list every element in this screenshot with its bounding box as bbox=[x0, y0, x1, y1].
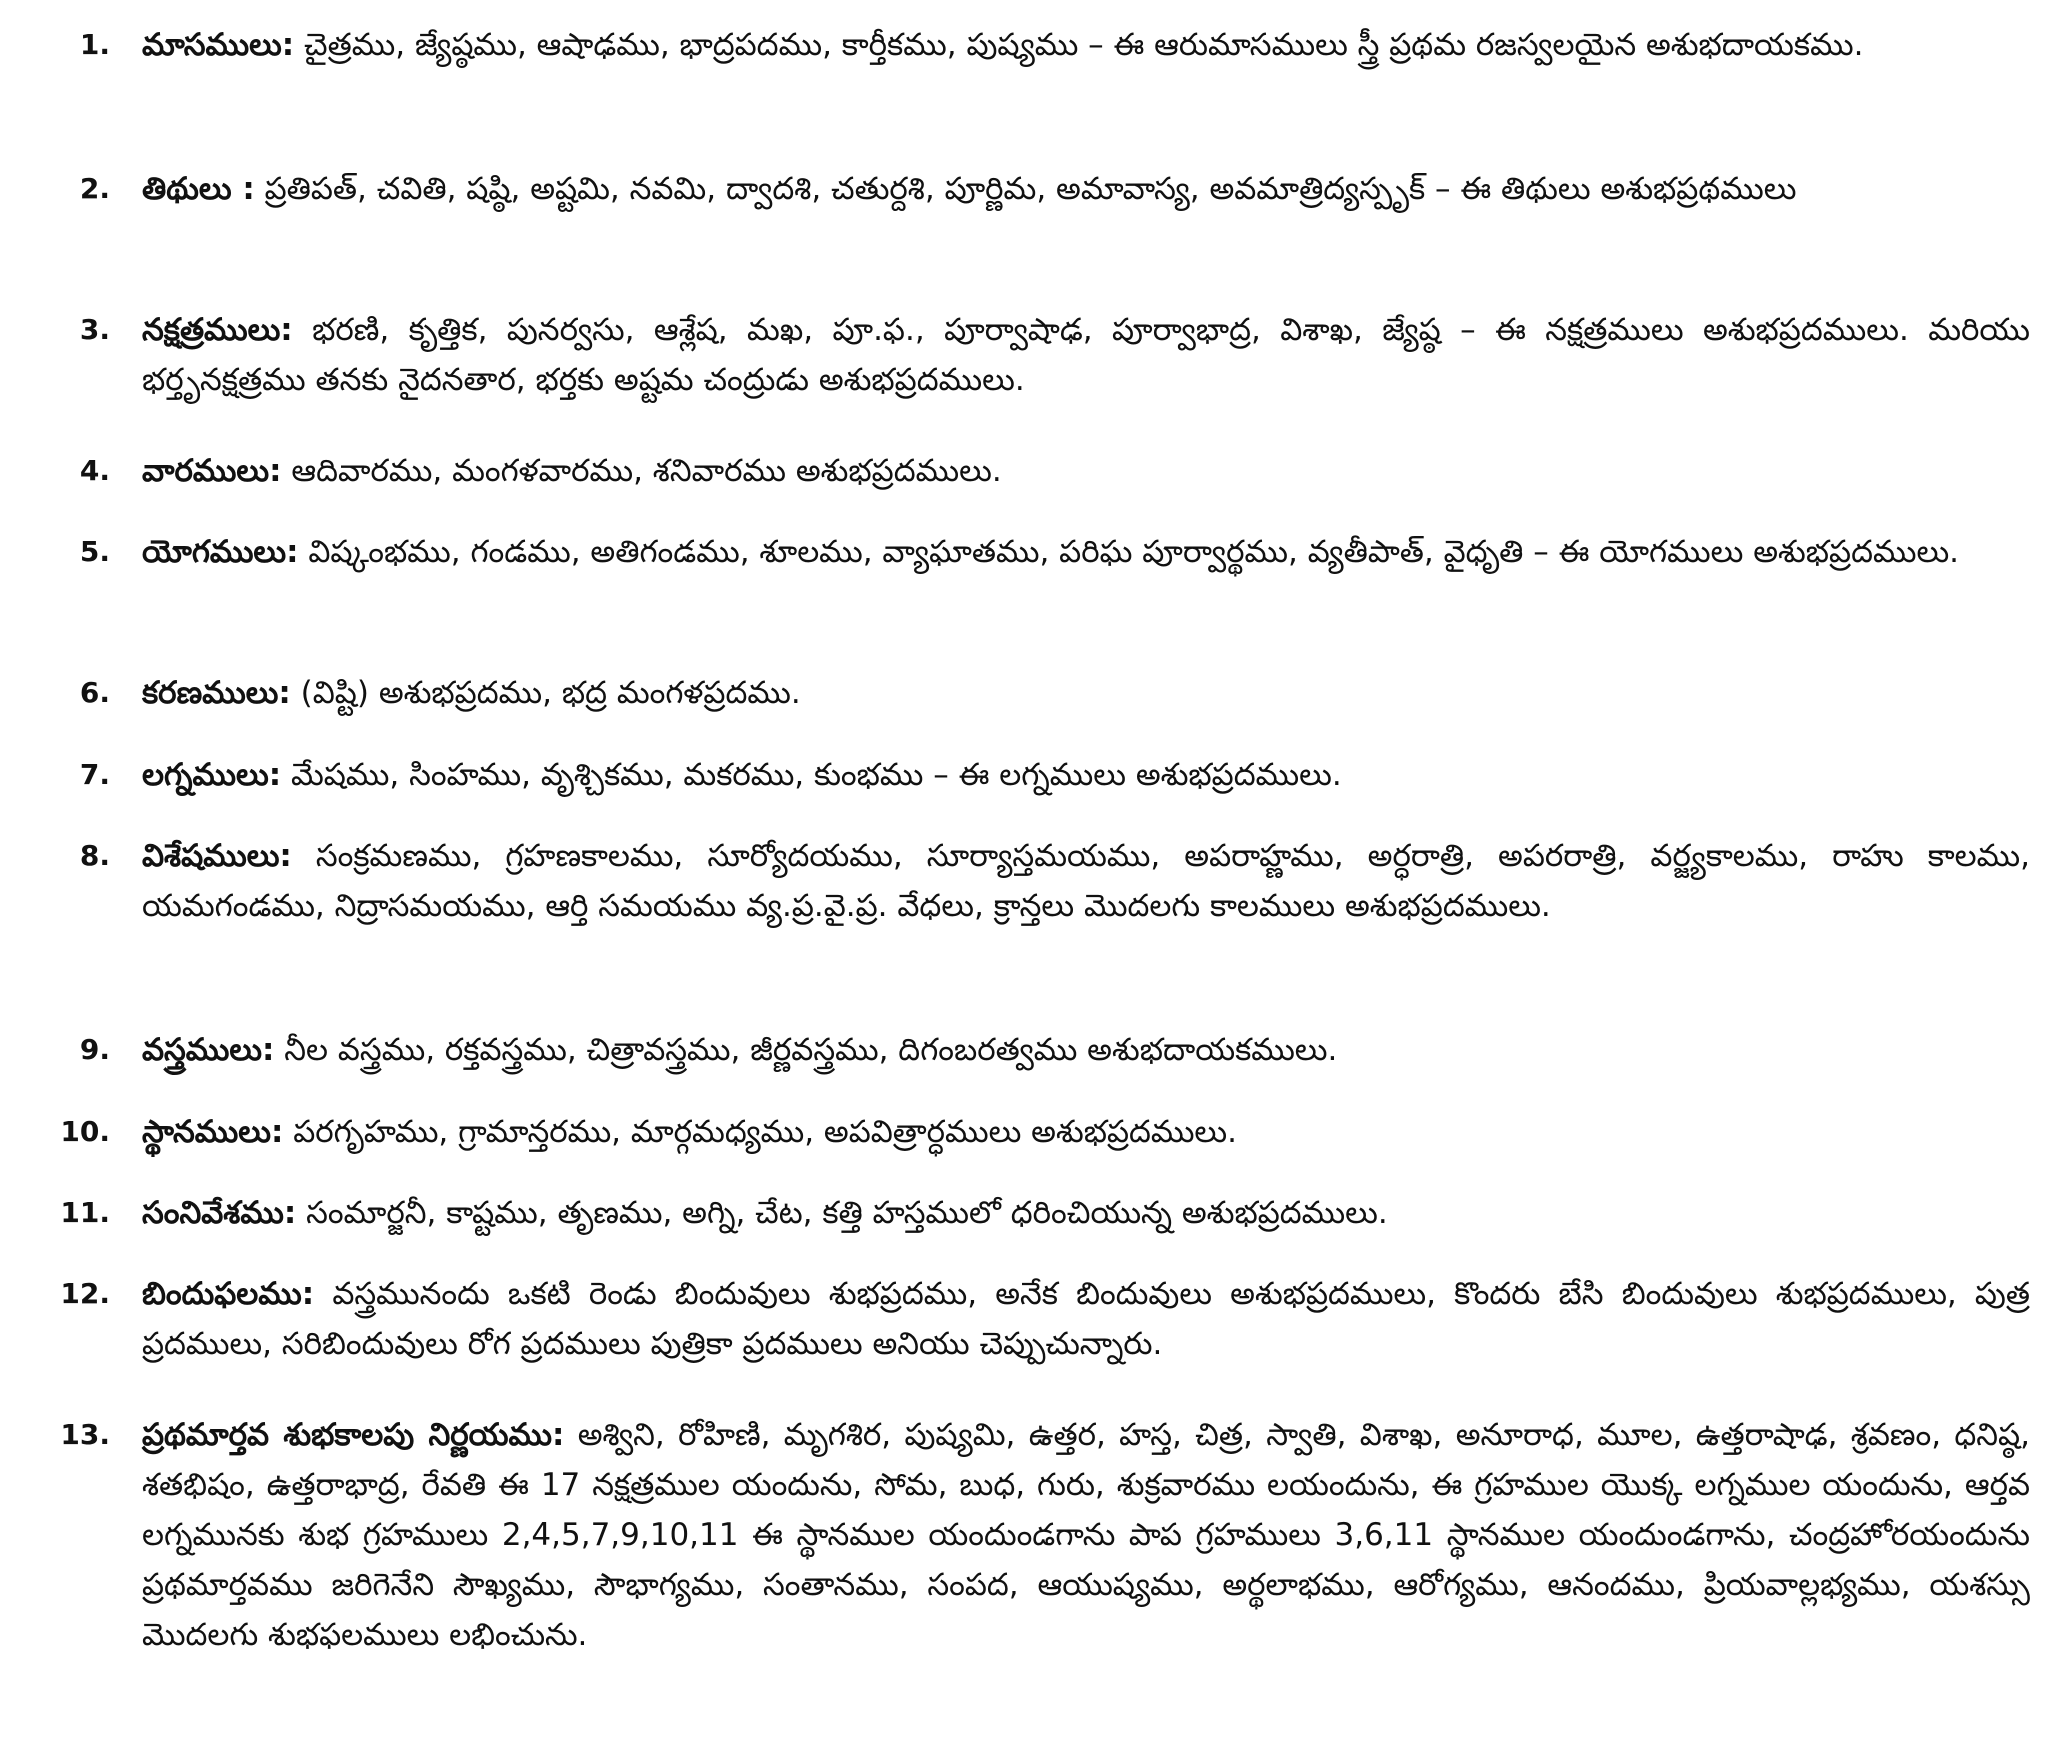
item-term: స్థానములు: bbox=[142, 1114, 284, 1150]
list-item-11 bbox=[0, 1188, 2030, 1238]
item-number: 12. bbox=[60, 1277, 110, 1310]
item-term: బిందుఫలము: bbox=[142, 1276, 315, 1312]
item-number: 11. bbox=[60, 1196, 110, 1229]
item-body bbox=[110, 1410, 2030, 1660]
list-item-10 bbox=[0, 1107, 2030, 1157]
item-body bbox=[110, 20, 2030, 70]
item-text: సంమార్జనీ, కాష్టము, తృణము, అగ్ని, చేట, కత్తి హస్తములో ధరించియున్న అశుభప్రదములు. bbox=[306, 1195, 1388, 1231]
item-number: 1. bbox=[79, 28, 110, 61]
item-body bbox=[110, 305, 2030, 405]
item-term: తిథులు : bbox=[142, 171, 255, 207]
list-item-13 bbox=[0, 1410, 2030, 1660]
item-term: ప్రథమార్తవ శుభకాలపు నిర్ణయము: bbox=[142, 1417, 565, 1453]
item-number: 10. bbox=[60, 1115, 110, 1148]
list-item-4 bbox=[0, 446, 2030, 496]
item-number: 3. bbox=[79, 313, 110, 346]
list-item-2 bbox=[0, 164, 2030, 214]
item-body bbox=[110, 831, 2030, 931]
item-body bbox=[110, 750, 2030, 800]
item-text: ప్రతిపత్, చవితి, షష్ఠి, అష్టమి, నవమి, ద్వాదశి, చతుర్దశి, పూర్ణిమ, అమావాస్య, అవమాత్రిద్యస్పృక్ – ఈ తిథులు అశుభప్రథములు bbox=[264, 171, 1797, 207]
list-item-7 bbox=[0, 750, 2030, 800]
list-item-12 bbox=[0, 1269, 2030, 1369]
item-body bbox=[110, 1107, 2030, 1157]
item-term: వస్త్రములు: bbox=[142, 1032, 275, 1068]
item-term: నక్షత్రములు: bbox=[142, 312, 293, 348]
item-text: మేషము, సింహము, వృశ్చికము, మకరము, కుంభము – ఈ లగ్నములు అశుభప్రదములు. bbox=[290, 757, 1342, 793]
item-body bbox=[110, 527, 2030, 577]
item-number: 9. bbox=[79, 1033, 110, 1066]
item-number: 2. bbox=[79, 172, 110, 205]
item-number: 7. bbox=[79, 758, 110, 791]
item-text: భరణి, కృత్తిక, పునర్వసు, ఆశ్లేష, మఖ, పూ.ఫ., పూర్వాషాఢ, పూర్వాభాద్ర, విశాఖ, జ్యేష్ఠ – ఈ నక్షత్రములు అశుభప్రదములు. మరియు భర్తృనక్షత్రము తనకు నైదనతార, భర్తకు అష్టమ చంద్రుడు అశుభప్రదములు. bbox=[142, 312, 2030, 398]
item-term: లగ్నములు: bbox=[142, 757, 282, 793]
item-text: చైత్రము, జ్యేష్ఠము, ఆషాఢము, భాద్రపదము, కార్తీకము, పుష్యము – ఈ ఆరుమాసములు స్త్రీ ప్రథమ రజస్వలయైన అశుభదాయకము. bbox=[304, 27, 1864, 63]
item-term: యోగములు: bbox=[142, 534, 299, 570]
list-item-5 bbox=[0, 527, 2030, 577]
item-number: 13. bbox=[60, 1418, 110, 1451]
item-body bbox=[110, 446, 2030, 496]
item-body bbox=[110, 164, 2030, 214]
item-number: 4. bbox=[79, 454, 110, 487]
item-number: 6. bbox=[79, 676, 110, 709]
item-body bbox=[110, 668, 2030, 718]
list-item-6 bbox=[0, 668, 2030, 718]
item-number: 8. bbox=[79, 839, 110, 872]
item-number: 5. bbox=[79, 535, 110, 568]
item-text: నీల వస్త్రము, రక్తవస్త్రము, చిత్రావస్త్రము, జీర్ణవస్త్రము, దిగంబరత్వము అశుభదాయకములు. bbox=[284, 1032, 1338, 1068]
item-text: విష్కంభము, గండము, అతిగండము, శూలము, వ్యాఘాతము, పరిఘ పూర్వార్థము, వ్యతీపాత్, వైధృతి – ఈ యోగములు అశుభప్రదములు. bbox=[308, 534, 1960, 570]
item-text: పరగృహము, గ్రామాన్తరము, మార్గమధ్యము, అపవిత్రార్ధములు అశుభప్రదములు. bbox=[293, 1114, 1237, 1150]
item-text: అశ్విని, రోహిణి, మృగశిర, పుష్యమి, ఉత్తర, హస్త, చిత్ర, స్వాతి, విశాఖ, అనూరాధ, మూల, ఉత్తరాషాఢ, శ్రవణం, ధనిష్ఠ, శతభిషం, ఉత్తరాభాద్ర, రేవతి ఈ 17 నక్షత్రముల యందును, సోమ, బుధ, గురు, శుక్రవారము లయందును, ఈ గ్రహముల యొక్క లగ్నముల యందును, ఆర్తవ లగ్నమునకు శుభ గ్రహములు 2,4,5,7,9,10,11 ఈ స్థానముల యందుండగాను పాప గ్రహములు 3,6,11 స్థానముల యందుండగాను, చంద్రహోరయందును ప్రథమార్తవము జరిగెనేని సౌఖ్యము, సౌభాగ్యము, సంతానము, సంపద, ఆయుష్యము, అర్థలాభము, ఆరోగ్యము, ఆనందము, ప్రియవాల్లభ్యము, యశస్సు మొదలగు శుభఫలములు లభించును. bbox=[142, 1417, 2031, 1653]
item-text: సంక్రమణము, గ్రహణకాలము, సూర్యోదయము, సూర్యాస్తమయము, అపరాహ్ణము, అర్ధరాత్రి, అపరరాత్రి, వర్జ్యకాలము, రాహు కాలము, యమగండము, నిద్రాసమయము, ఆర్తి సమయము వ్య.ప్ర.వై.ప్ర. వేధలు, క్రాన్తలు మొదలగు కాలములు అశుభప్రదములు. bbox=[142, 838, 2030, 924]
item-term: సంనివేశము: bbox=[142, 1195, 297, 1231]
item-text: వస్త్రమునందు ఒకటి రెండు బిందువులు శుభప్రదము, అనేక బిందువులు అశుభప్రదములు, కొందరు బేసి బిందువులు శుభప్రదములు, పుత్ర ప్రదములు, సరిబిందువులు రోగ ప్రదములు పుత్రికా ప్రదములు అనియు చెప్పుచున్నారు. bbox=[142, 1276, 2030, 1362]
list-item-9 bbox=[0, 1025, 2030, 1075]
item-term: వారములు: bbox=[142, 453, 282, 489]
list-item-1 bbox=[0, 20, 2030, 70]
item-text: (విష్టి) అశుభప్రదము, భద్ర మంగళప్రదము. bbox=[300, 675, 801, 711]
item-body bbox=[110, 1025, 2030, 1075]
list-item-3 bbox=[0, 305, 2030, 405]
item-body bbox=[110, 1269, 2030, 1369]
item-body bbox=[110, 1188, 2030, 1238]
item-text: ఆదివారము, మంగళవారము, శనివారము అశుభప్రదములు. bbox=[291, 453, 1002, 489]
item-term: విశేషములు: bbox=[142, 838, 292, 874]
list-item-8 bbox=[0, 831, 2030, 931]
item-term: కరణములు: bbox=[142, 675, 291, 711]
item-term: మాసములు: bbox=[142, 27, 295, 63]
